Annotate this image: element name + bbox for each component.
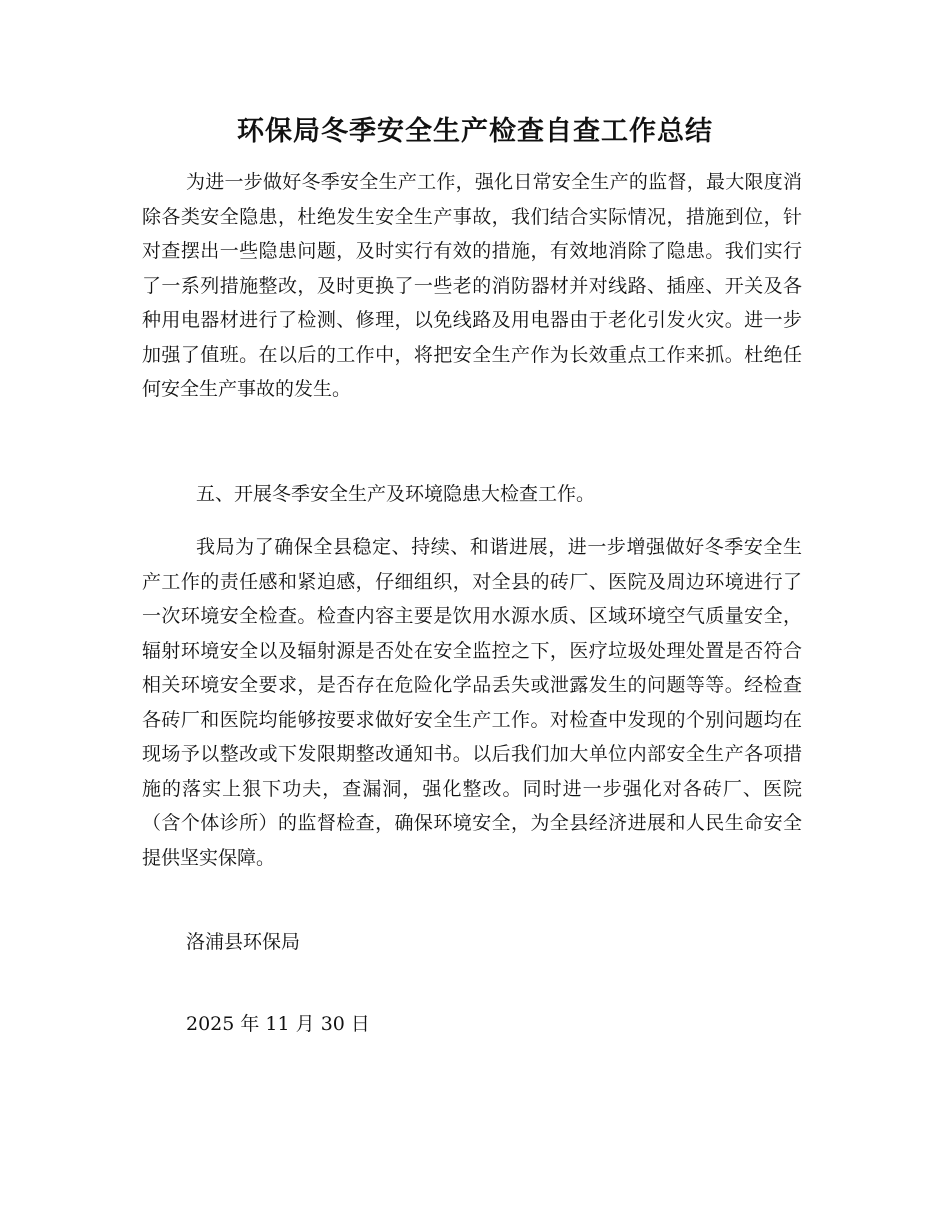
signature-organization: 洛浦县环保局 [186,931,301,953]
signature-date: 2025 年 11 月 30 日 [186,1013,370,1035]
section-heading-five: 五、开展冬季安全生产及环境隐患大检查工作。 [196,483,596,505]
body-paragraph-inspection: 我局为了确保全县稳定、持续、和谐进展，进一步增强做好冬季安全生产工作的责任感和紧迫感，仔细组织，对全县的砖厂、医院及周边环境进行了一次环境安全检查。检查内容主要是饮用水源水质、区域环境空气质量安全，辐射环境安全以及辐射源是否处在安全监控之下，医疗垃圾处理处置是否符合相关环境安全要求，是否存在危险化学品丢失或泄露发生的问题等等。经检查各砖厂和医院均能够按要求做好安全生产工作。对检查中发现的个别问题均在现场予以整改或下发限期整改通知书。以后我们加大单位内部安全生产各项措施的落实上狠下功夫，查漏洞，强化整改。同时进一步强化对各砖厂、医院（含个体诊所）的监督检查，确保环境安全，为全县经济进展和人民生命安全提供坚实保障。 [142,536,802,869]
body-paragraph-intro: 为进一步做好冬季安全生产工作，强化日常安全生产的监督，最大限度消除各类安全隐患，杜绝发生安全生产事故，我们结合实际情况，措施到位，针对查摆出一些隐患问题，及时实行有效的措施，有效地消除了隐患。我们实行了一系列措施整改，及时更换了一些老的消防器材并对线路、插座、开关及各种用电器材进行了检测、修理，以免线路及用电器由于老化引发火灾。进一步加强了值班。在以后的工作中，将把安全生产作为长效重点工作来抓。杜绝任何安全生产事故的发生。 [142,171,802,400]
document-title: 环保局冬季安全生产检查自查工作总结 [237,116,713,147]
